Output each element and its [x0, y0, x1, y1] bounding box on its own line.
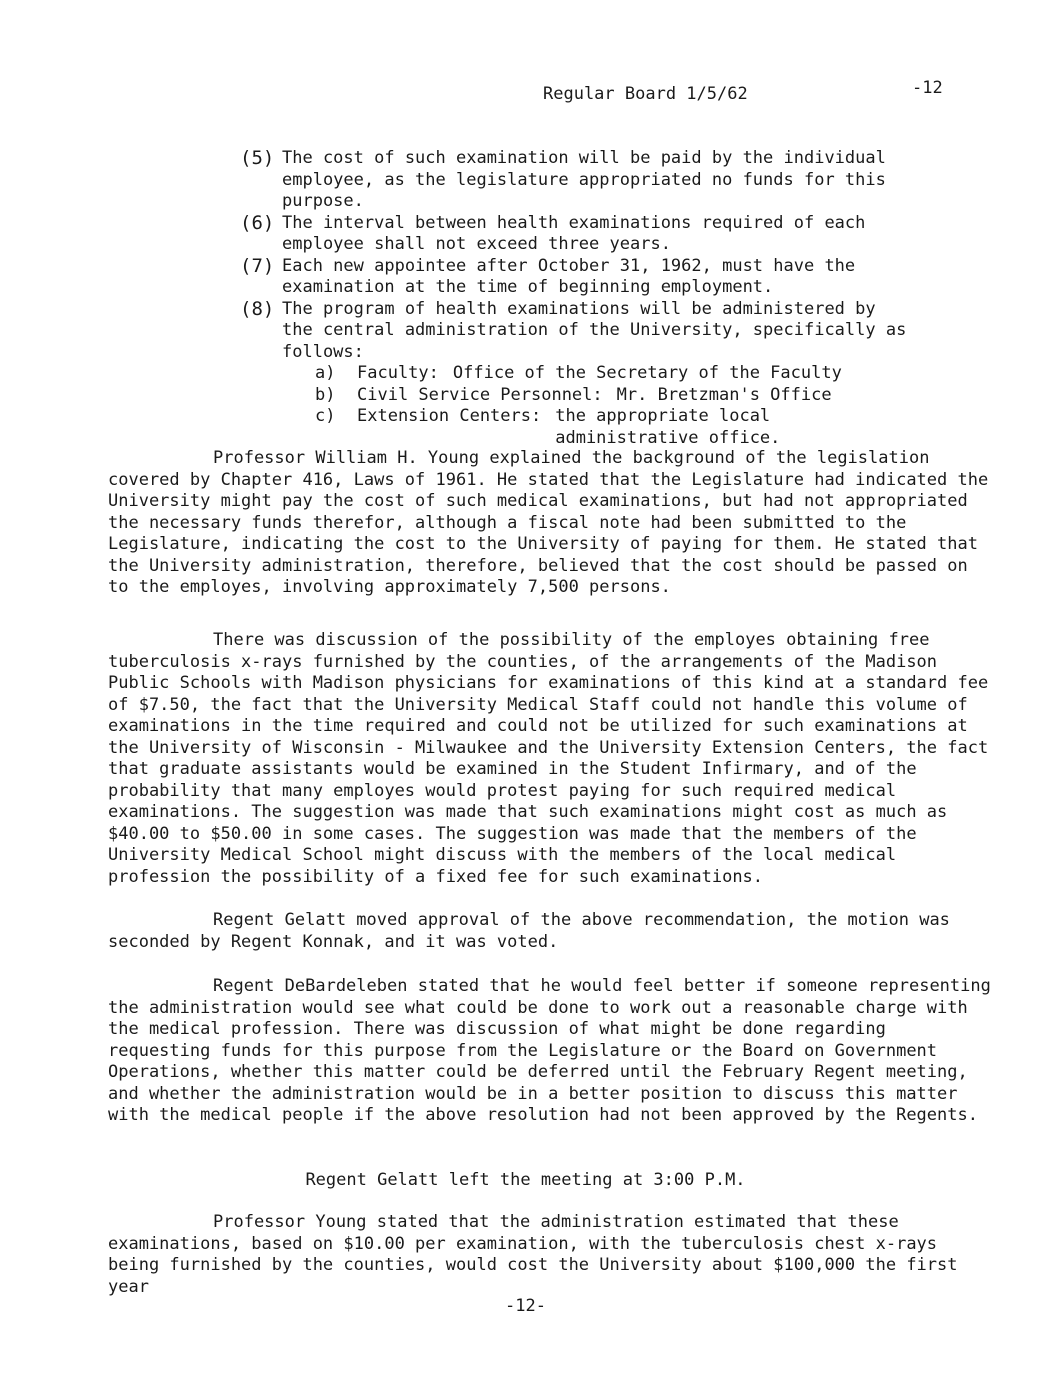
paragraph-debardeleben: Regent DeBardeleben stated that he would feel better if someone representing the administration would see what could be done to work out a reasonable charge with the medical profession. There was discussion of what might be done regarding requesting funds for this purpose from the Legislature or the Board on Government Operations, whether this matter could be deferred until the February Regent meeting, and whether the administration would be in a better position to discuss this matter with the medical people if the above resolution had not been approved by the Regents. [108, 976, 991, 1125]
sub-label: Extension Centers: [357, 406, 542, 426]
sub-letter: a) [315, 363, 336, 383]
item-number: (6) [240, 211, 275, 234]
numbered-list [240, 148, 920, 449]
sub-label: Faculty: [357, 363, 439, 383]
item-number: (8) [240, 297, 275, 320]
item-text: The program of health examinations will be administered by the central administration of the University, specifically as follows: [282, 298, 907, 362]
sub-letter: c) [315, 406, 336, 426]
sub-item [315, 406, 920, 449]
item-text: Each new appointee after October 31, 1962, must have the examination at the time of beginning employment. [282, 255, 856, 297]
item-number: (5) [240, 147, 275, 169]
gelatt-left-note: Regent Gelatt left the meeting at 3:00 P.M. [305, 1170, 746, 1190]
sub-item [315, 385, 920, 407]
footer-page-number: -12- [505, 1296, 546, 1316]
sub-value: Office of the Secretary of the Faculty [452, 363, 842, 383]
list-item [240, 256, 920, 299]
sub-item [315, 363, 920, 385]
header-page-number: -12 [912, 78, 943, 98]
header-title: Regular Board 1/5/62 [543, 84, 748, 104]
paragraph-cost-estimate: Professor Young stated that the administration estimated that these examinations, based on $10.00 per examination, with the tuberculosis chest x-rays being furnished by the counties, would cost the University about $100,000 the first year [108, 1212, 958, 1297]
item-text: The interval between health examinations required of each employee shall not exceed three years. [282, 212, 866, 254]
sub-label: Civil Service Personnel: [357, 384, 603, 405]
paragraph-young-background: Professor William H. Young explained the background of the legislation covered by Chapter 416, Laws of 1961. He stated that the Legislature had indicated the University might pay the cost of such medical examinations, but had not appropriated the necessary funds therefor, although a fiscal note had been submitted to the Legislature, indicating the cost to the University of paying for them. He stated that the University administration, therefore, believed that the cost should be passed on to the employes, involving approximately 7,500 persons. [108, 448, 989, 597]
sub-value: Mr. Bretzman's Office [616, 384, 832, 405]
paragraph-discussion: There was discussion of the possibility of the employes obtaining free tuberculosis x-rays furnished by the counties, of the arrangements of the Madison Public Schools with Madison physicians for examinations of this kind at a standard fee of $7.50, the fact that the University Medical Staff could not handle this volume of examinations in the time required and could not be utilized for such examinations at the University of Wisconsin - Milwaukee and the University Extension Centers, the fact that graduate assistants would be examined in the Student Infirmary, and of the probability that many employes would protest paying for such required medical examinations. The suggestion was made that such examinations might cost as much as $40.00 to $50.00 in some cases. The suggestion was made that the members of the University Medical School might discuss with the members of the local medical profession the possibility of a fixed fee for such examinations. [108, 630, 989, 887]
item-text: The cost of such examination will be paid by the individual employee, as the legislature appropriated no funds for this purpose. [282, 148, 886, 211]
list-item [240, 148, 920, 213]
sub-list [315, 363, 920, 449]
sub-value: the appropriate local administrative office. [555, 406, 781, 448]
sub-letter: b) [315, 384, 336, 405]
list-item [240, 299, 920, 364]
paragraph-motion: Regent Gelatt moved approval of the above recommendation, the motion was seconded by Regent Konnak, and it was voted. [108, 910, 950, 952]
item-number: (7) [240, 254, 275, 277]
list-item [240, 213, 920, 256]
